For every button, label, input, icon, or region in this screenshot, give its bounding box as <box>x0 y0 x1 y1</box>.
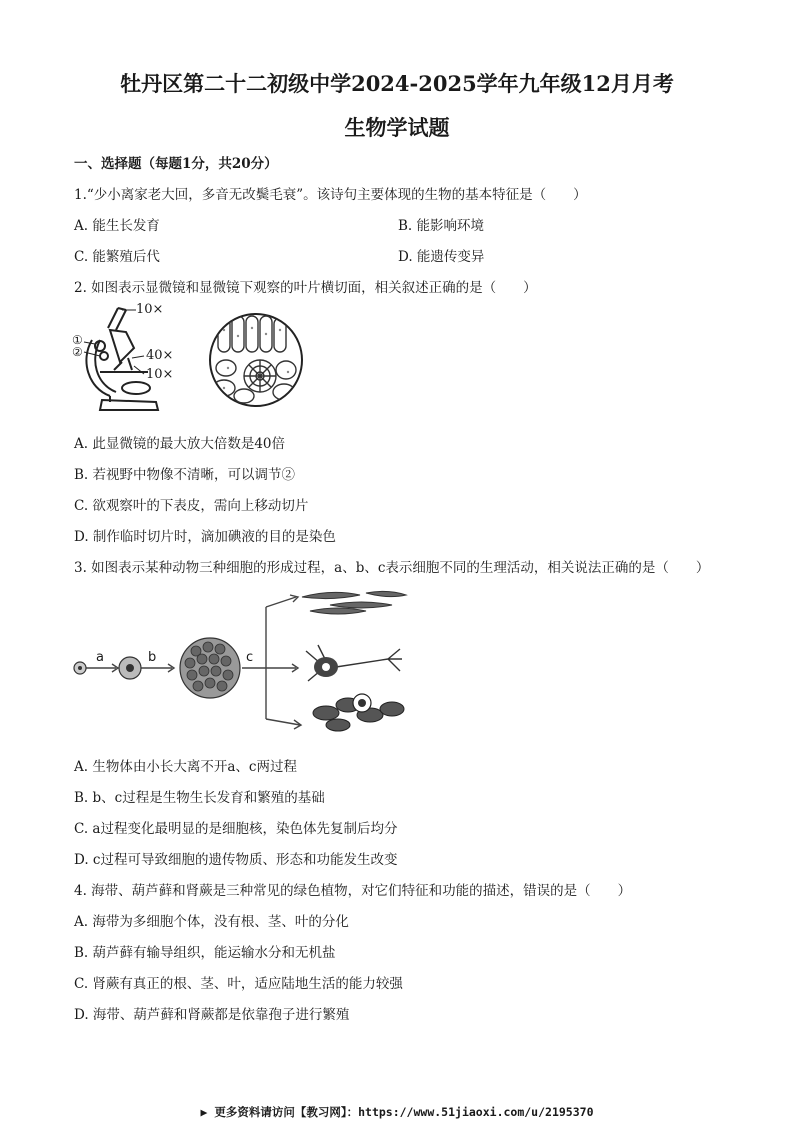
footer-link[interactable]: ▶ 更多资料请访问【教习网】：https://www.51jiaoxi.com/u/2195370 <box>200 1105 594 1119</box>
label-process-b: b <box>148 650 157 665</box>
q2-option-b: B. 若视野中物像不清晰，可以调节② <box>74 467 296 483</box>
q2-option-c: C. 欲观察叶的下表皮，需向上移动切片 <box>74 498 309 514</box>
exam-title: 牡丹区第二十二初级中学2024-2025学年九年级12月月考 <box>120 71 674 96</box>
label-process-c: c <box>246 650 254 665</box>
question-3-stem: 3. 如图表示某种动物三种细胞的形成过程，a、b、c表示细胞不同的生理活动，相关说法正确的是（ ） <box>74 560 710 576</box>
label-process-a: a <box>96 650 104 665</box>
label-knob-2: ② <box>72 345 83 359</box>
q2-option-a: A. 此显微镜的最大放大倍数是40倍 <box>74 436 286 452</box>
q4-option-b: B. 葫芦藓有输导组织，能运输水分和无机盐 <box>74 945 336 961</box>
q3-option-b: B. b、c过程是生物生长发育和繁殖的基础 <box>74 790 325 806</box>
question-4-stem: 4. 海带、葫芦藓和肾蕨是三种常见的绿色植物，对它们特征和功能的描述，错误的是（ ） <box>74 883 632 899</box>
label-knob-1: ① <box>72 333 83 347</box>
exam-subtitle: 生物学试题 <box>344 115 450 140</box>
leaf-cross-section-figure <box>208 312 304 408</box>
question-2-stem: 2. 如图表示显微镜和显微镜下观察的叶片横切面，相关叙述正确的是（ ） <box>74 280 537 296</box>
q2-option-d: D. 制作临时切片时，滴加碘液的目的是染色 <box>74 529 336 545</box>
label-eyepiece: 10× <box>136 302 164 317</box>
q4-option-a: A. 海带为多细胞个体，没有根、茎、叶的分化 <box>74 914 349 930</box>
q3-option-d: D. c过程可导致细胞的遗传物质、形态和功能发生改变 <box>74 852 398 868</box>
label-objective-high: 40× <box>146 348 174 363</box>
q1-option-a: A. 能生长发育 <box>74 218 160 234</box>
microscope-figure <box>70 300 200 418</box>
q1-option-c: C. 能繁殖后代 <box>74 249 160 265</box>
q3-option-a: A. 生物体由小长大离不开a、c两过程 <box>74 759 297 775</box>
label-objective-low: 10× <box>146 367 174 382</box>
q1-option-d: D. 能遗传变异 <box>398 249 485 265</box>
q4-option-c: C. 肾蕨有真正的根、茎、叶，适应陆地生活的能力较强 <box>74 976 403 992</box>
section-heading: 一、选择题（每题1分，共20分） <box>74 156 278 172</box>
q3-option-c: C. a过程变化最明显的是细胞核，染色体先复制后均分 <box>74 821 398 837</box>
cell-differentiation-figure <box>70 585 410 735</box>
q4-option-d: D. 海带、葫芦藓和肾蕨都是依靠孢子进行繁殖 <box>74 1007 350 1023</box>
q1-option-b: B. 能影响环境 <box>398 218 485 234</box>
question-1-stem: 1.“少小离家老大回，多音无改鬓毛衰”。该诗句主要体现的生物的基本特征是（ ） <box>74 187 587 203</box>
